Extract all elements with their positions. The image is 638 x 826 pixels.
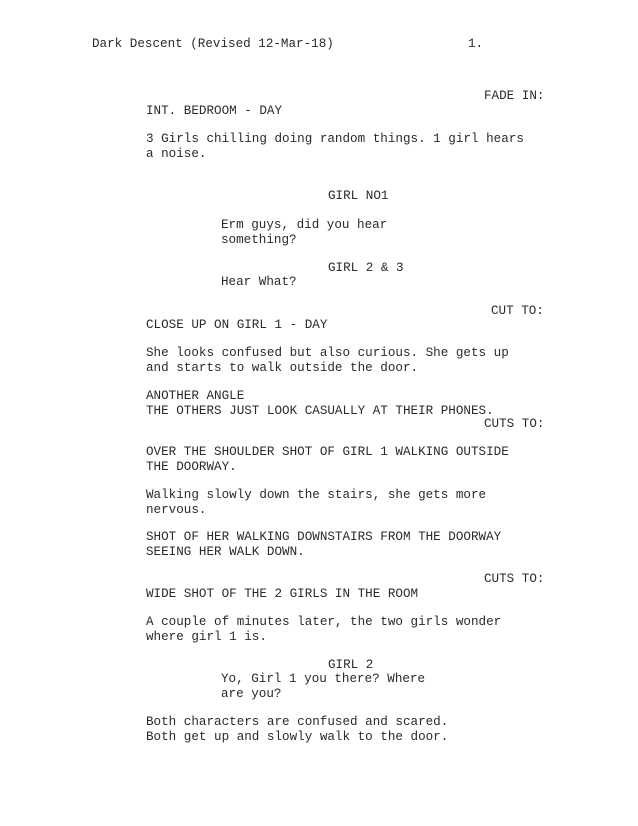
dialogue-text: Yo, Girl 1 you there? Where are you? xyxy=(221,672,426,701)
action-text: 3 Girls chilling doing random things. 1 girl hears a noise. xyxy=(146,132,524,161)
action-text: A couple of minutes later, the two girls wonder where girl 1 is. xyxy=(146,615,502,644)
scene-heading: INT. BEDROOM - DAY xyxy=(146,104,283,118)
action-text: ANOTHER ANGLE THE OTHERS JUST LOOK CASUALLY AT THEIR PHONES. xyxy=(146,389,494,418)
transition-cut-to: CUT TO: xyxy=(491,304,544,318)
action-text: She looks confused but also curious. She gets up and starts to walk outside the door. xyxy=(146,346,509,375)
character-name: GIRL 2 & 3 xyxy=(328,261,404,275)
transition-cuts-to: CUTS TO: xyxy=(484,417,545,431)
dialogue-text: Hear What? xyxy=(221,275,297,289)
action-text: Both characters are confused and scared. Both get up and slowly walk to the door. xyxy=(146,715,449,744)
transition-fade-in: FADE IN: xyxy=(484,89,545,103)
action-text: Walking slowly down the stairs, she gets more nervous. xyxy=(146,488,487,517)
character-name: GIRL NO1 xyxy=(328,189,389,203)
document-title: Dark Descent (Revised 12-Mar-18) xyxy=(92,37,334,51)
action-text: OVER THE SHOULDER SHOT OF GIRL 1 WALKING OUTSIDE THE DOORWAY. xyxy=(146,445,509,474)
action-text: SHOT OF HER WALKING DOWNSTAIRS FROM THE DOORWAY SEEING HER WALK DOWN. xyxy=(146,530,502,559)
scene-heading: WIDE SHOT OF THE 2 GIRLS IN THE ROOM xyxy=(146,587,419,601)
dialogue-text: Erm guys, did you hear something? xyxy=(221,218,388,247)
page-number: 1. xyxy=(468,37,484,51)
scene-heading: CLOSE UP ON GIRL 1 - DAY xyxy=(146,318,328,332)
character-name: GIRL 2 xyxy=(328,658,374,672)
transition-cuts-to: CUTS TO: xyxy=(484,572,545,586)
